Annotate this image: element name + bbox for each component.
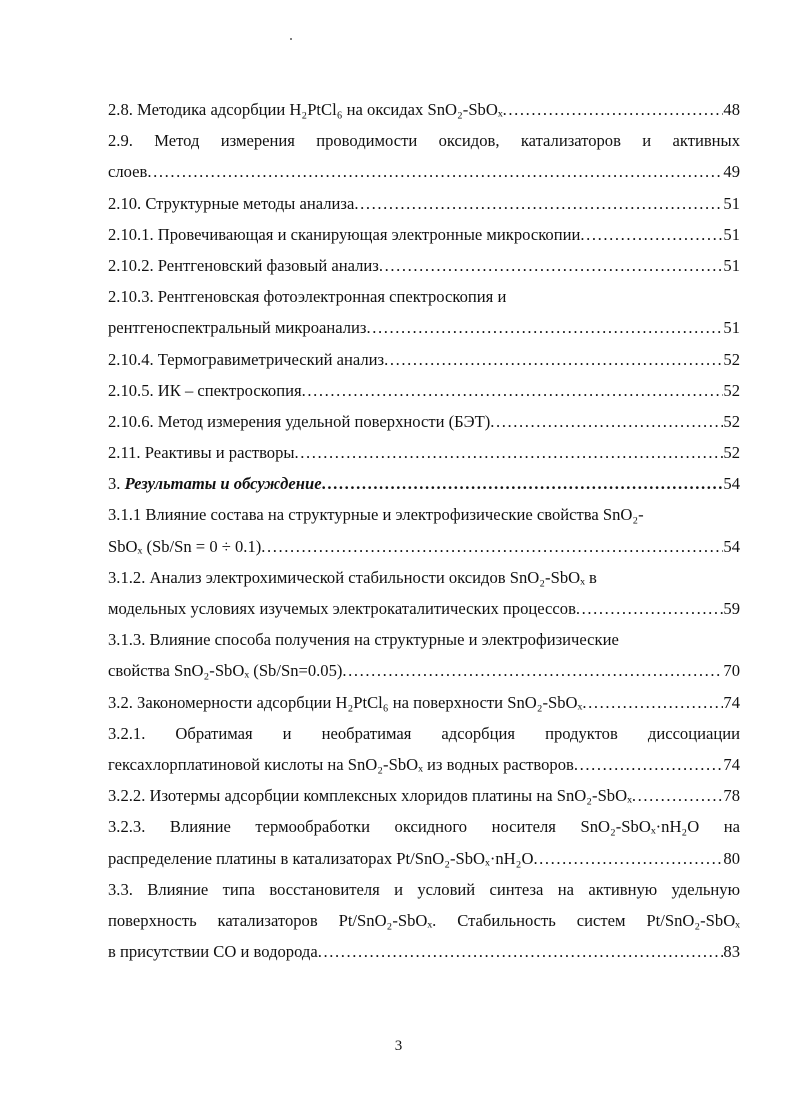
toc-line-27-leader: [318, 936, 724, 967]
toc-line-21-leader: [574, 749, 724, 780]
toc-line-4-page: 51: [723, 224, 740, 244]
toc-line-11: [108, 437, 740, 468]
page-number: 3: [394, 1038, 403, 1054]
toc-line-10-leader: [490, 406, 723, 437]
toc-line-3-leader: [354, 188, 723, 219]
toc-line-3-page: 51: [723, 193, 740, 213]
toc-line-21: [108, 749, 740, 780]
toc-line-7-page: 51: [723, 318, 740, 338]
toc-line-12-heading: [108, 468, 322, 499]
toc-line-12-page: 54: [723, 474, 740, 494]
toc-line-5-text: 2.10.2. Рентгеновский фазовый анализ: [108, 255, 379, 275]
toc-line-2-leader: [147, 156, 723, 187]
toc-line-8-page: 52: [723, 349, 740, 369]
toc-line-14-leader: [261, 531, 723, 562]
toc-line-24-text: распределение платины в катализаторах Pt/SnO₂-SbOₓ·nH₂O: [108, 848, 534, 868]
toc-line-0-leader: [503, 94, 724, 125]
toc-line-0: [108, 94, 740, 125]
toc-line-3: [108, 188, 740, 219]
toc-line-23: 3.2.3. Влияние термообработки оксидного носителя SnO₂-SbOₓ·nH₂O на: [108, 817, 740, 837]
toc-line-6: 2.10.3. Рентгеновская фотоэлектронная спектроскопия и: [108, 287, 507, 307]
toc-line-5-page: 51: [723, 255, 740, 275]
toc-line-24-leader: [533, 843, 723, 874]
toc-line-8-text: 2.10.4. Термогравиметрический анализ: [108, 349, 385, 369]
toc-line-3-text: 2.10. Структурные методы анализа: [108, 193, 355, 213]
toc-line-14-text: SbOₓ (Sb/Sn = 0 ÷ 0.1): [108, 536, 262, 556]
toc-line-16-text: модельных условиях изучемых электрокаталитических процессов: [108, 599, 576, 618]
toc-line-4-leader: [580, 219, 723, 250]
toc-line-10-page: 52: [723, 411, 740, 431]
toc-line-27-text: в присутствии CO и водорода: [108, 942, 318, 962]
toc-line-22-text: 3.2.2. Изотермы адсорбции комплексных хлоридов платины на SnO₂-SbOₓ: [108, 786, 632, 806]
toc-line-4: [108, 219, 740, 250]
scan-speck: [290, 38, 292, 40]
toc-line-11-leader: [295, 437, 724, 468]
toc-line-15: 3.1.2. Анализ электрохимической стабильности оксидов SnO₂-SbOₓ в: [108, 567, 597, 587]
toc-line-1: 2.9. Метод измерения проводимости оксидов, катализаторов и активных: [108, 131, 740, 151]
toc-line-7-leader: [366, 312, 723, 343]
toc-line-17: 3.1.3. Влияние способа получения на структурные и электрофизические: [108, 630, 619, 650]
toc-line-12-text: Результаты и обсуждение: [124, 474, 322, 494]
toc-line-12: [108, 468, 740, 499]
toc-line-11-text: 2.11. Реактивы и растворы: [108, 443, 295, 463]
toc-line-19-leader: [582, 687, 723, 718]
toc-line-2-text: слоев: [108, 162, 148, 182]
toc-line-25: 3.3. Влияние типа восстановителя и условий синтеза на активную удельную: [108, 879, 740, 899]
toc-line-9-page: 52: [723, 380, 740, 400]
toc-line-22: [108, 780, 740, 811]
toc-line-16-page: 59: [723, 599, 740, 618]
toc-line-9: [108, 375, 740, 406]
toc-line-5-leader: [379, 250, 724, 281]
toc-line-18-leader: [342, 655, 723, 686]
toc-line-4-text: 2.10.1. Провечивающая и сканирующая электронные микроскопии: [108, 224, 581, 244]
toc-line-9-leader: [302, 375, 724, 406]
toc-line-24-page: 80: [723, 848, 740, 868]
toc-line-21-text: гексахлорплатиновой кислоты на SnO₂-SbOₓ из водных растворов: [108, 754, 574, 774]
toc-line-8: [108, 344, 740, 375]
toc-line-18: [108, 655, 740, 686]
toc-line-10: [108, 406, 740, 437]
toc-line-21-page: 74: [723, 754, 740, 774]
toc-line-19-text: 3.2. Закономерности адсорбции H₂PtCl₆ на поверхности SnO₂-SbOₓ: [108, 692, 583, 712]
toc-line-22-page: 78: [723, 786, 740, 806]
toc-line-13: 3.1.1 Влияние состава на структурные и электрофизические свойства SnO₂-: [108, 505, 644, 525]
toc-line-5: [108, 250, 740, 281]
toc-line-19-page: 74: [723, 692, 740, 712]
toc-line-18-text: свойства SnO₂-SbOₓ (Sb/Sn=0.05): [108, 661, 343, 681]
toc-line-7: [108, 312, 740, 343]
toc-line-24: [108, 843, 740, 874]
toc-line-18-page: 70: [723, 661, 740, 681]
toc-line-27-page: 83: [723, 942, 740, 962]
toc-line-14-page: 54: [723, 536, 740, 556]
toc-line-0-page: 48: [723, 100, 740, 119]
toc-line-0-text: 2.8. Методика адсорбции H₂PtCl₆ на оксидах SnO₂-SbOₓ: [108, 100, 503, 119]
toc-line-10-text: 2.10.6. Метод измерения удельной поверхности (БЭТ): [108, 411, 491, 431]
toc-line-2: [108, 156, 740, 187]
toc-line-27: [108, 936, 740, 967]
table-of-contents: [108, 94, 740, 967]
toc-line-2-page: 49: [723, 162, 740, 182]
toc-line-26: поверхность катализаторов Pt/SnO₂-SbOₓ. Стабильность систем Pt/SnO₂-SbOₓ: [108, 910, 740, 930]
toc-line-12-leader: [322, 468, 724, 499]
toc-line-8-leader: [384, 344, 723, 375]
toc-line-11-page: 52: [723, 443, 740, 463]
toc-line-22-leader: [632, 780, 724, 811]
toc-line-16: [108, 593, 740, 624]
toc-line-12-num: 3.: [108, 474, 125, 494]
toc-line-7-text: рентгеноспектральный микроанализ: [108, 318, 367, 338]
toc-line-16-leader: [576, 593, 724, 624]
toc-line-19: [108, 687, 740, 718]
toc-line-14: [108, 531, 740, 562]
toc-line-9-text: 2.10.5. ИК – спектроскопия: [108, 380, 302, 400]
toc-line-20: 3.2.1. Обратимая и необратимая адсорбция продуктов диссоциации: [108, 723, 740, 743]
